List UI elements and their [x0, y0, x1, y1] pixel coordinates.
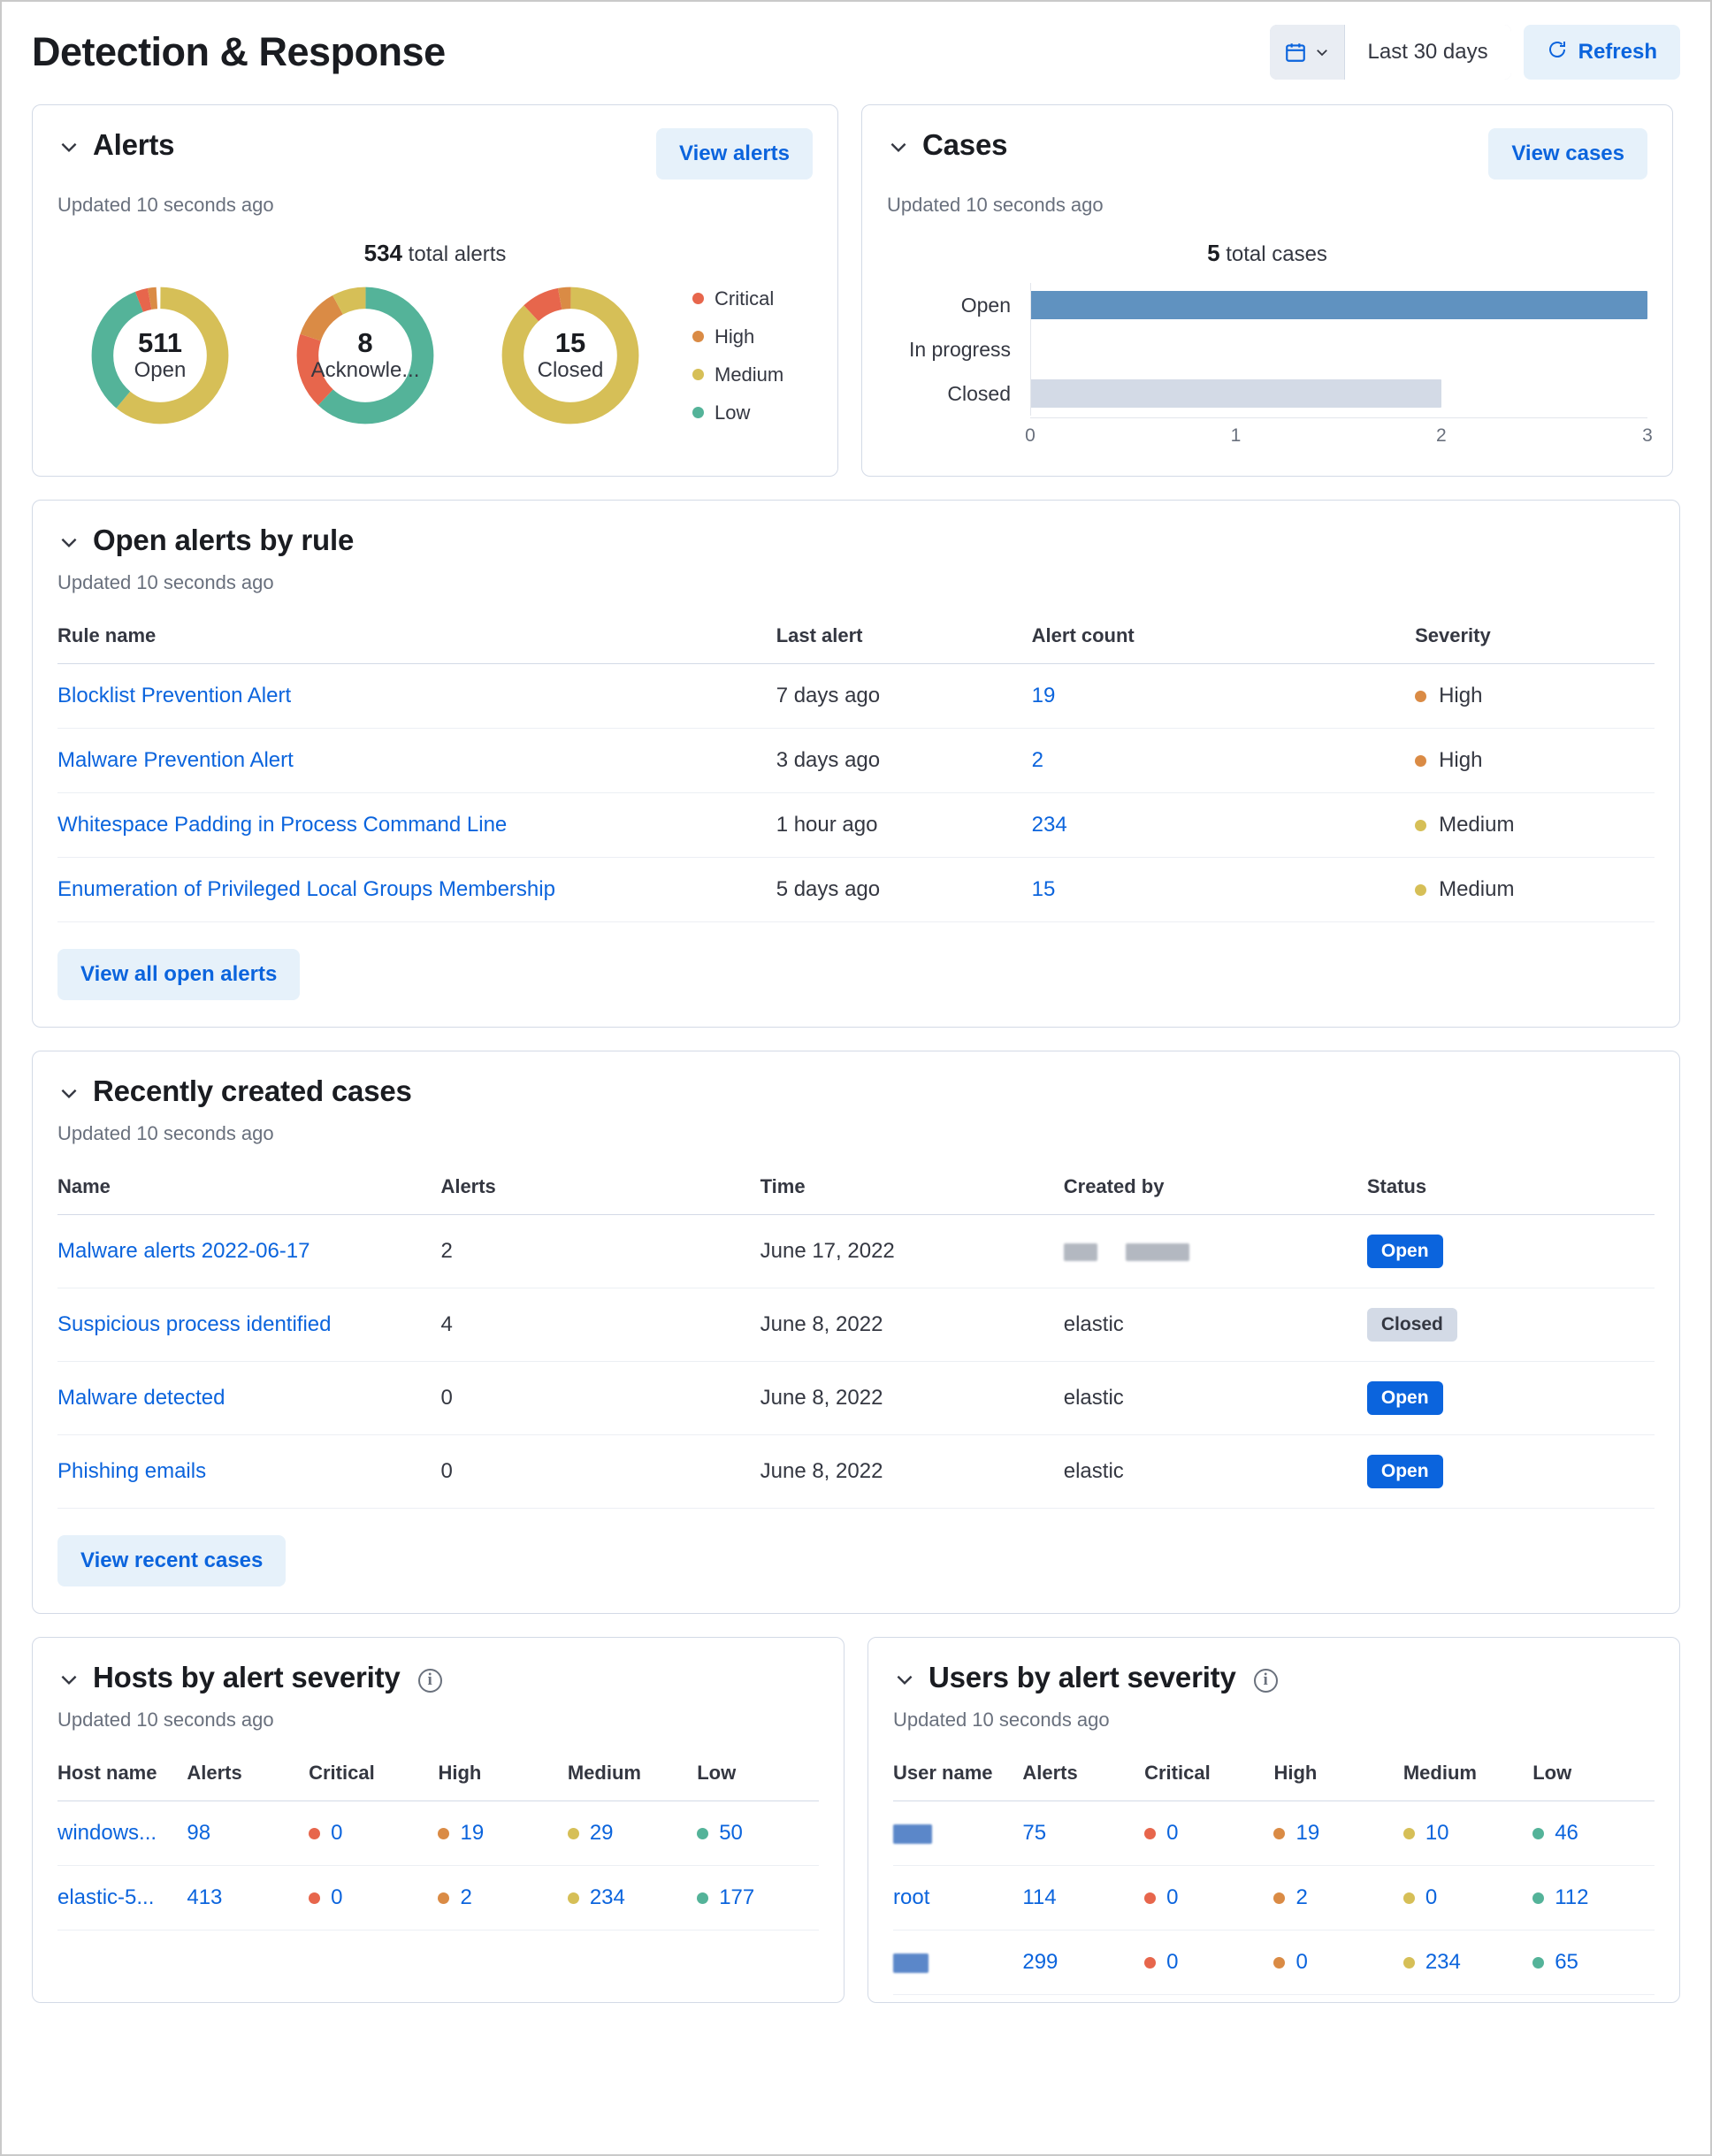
col-user-name: User name — [893, 1753, 1022, 1801]
severity-dot-medium — [1415, 820, 1426, 831]
users-by-severity-panel — [867, 1637, 1680, 2003]
host-low-cell — [697, 1885, 819, 1910]
value-link[interactable]: 19 — [460, 1821, 485, 1845]
severity-cell — [1415, 813, 1655, 837]
host-medium-cell — [568, 1885, 697, 1910]
bar-open — [1030, 291, 1647, 319]
case-alerts-cell: 4 — [440, 1288, 760, 1362]
value-link[interactable]: 10 — [1425, 1821, 1449, 1845]
bar-label: Open — [960, 293, 1011, 317]
user-alerts-link[interactable]: 299 — [1022, 1950, 1059, 1974]
cases-total-count: 5 — [1207, 240, 1220, 266]
date-range-value[interactable]: Last 30 days — [1345, 25, 1511, 80]
legend-item-critical — [692, 287, 783, 310]
status-badge: Open — [1367, 1235, 1443, 1268]
case-time-cell: June 17, 2022 — [760, 1215, 1064, 1288]
col-alerts: Alerts — [187, 1753, 309, 1801]
row-hosts-users — [32, 1637, 1680, 2003]
table-row — [57, 1215, 1655, 1288]
open-alerts-title-wrap[interactable] — [57, 524, 1655, 557]
legend-dot-high — [692, 331, 704, 342]
recent-cases-updated-text: Updated 10 seconds ago — [57, 1122, 274, 1144]
donut-label: Closed — [537, 357, 604, 382]
redacted-text — [893, 1824, 932, 1844]
severity-label: Medium — [1439, 877, 1515, 901]
host-alerts-link[interactable]: 98 — [187, 1821, 211, 1845]
user-high-cell — [1273, 1821, 1402, 1846]
host-critical-cell — [309, 1821, 438, 1846]
value-link[interactable]: 0 — [1166, 1950, 1179, 1974]
alerts-legend — [692, 287, 783, 424]
col-critical: Critical — [1144, 1753, 1273, 1801]
view-cases-button[interactable]: View cases — [1488, 128, 1647, 180]
cases-panel-title: Cases — [922, 128, 1008, 161]
severity-dot-medium — [568, 1828, 579, 1839]
donut-chart — [494, 279, 646, 432]
chevron-down-icon[interactable] — [57, 1668, 80, 1691]
user-alerts-link[interactable]: 75 — [1022, 1821, 1047, 1845]
status-badge: Closed — [1367, 1308, 1457, 1342]
redacted-text — [1126, 1243, 1189, 1261]
donut-value: 511 — [137, 327, 182, 359]
col-medium: Medium — [568, 1753, 697, 1801]
chevron-down-icon[interactable] — [57, 1082, 80, 1105]
host-critical-cell — [309, 1885, 438, 1910]
case-name-link[interactable]: Malware alerts 2022-06-17 — [57, 1239, 310, 1263]
donut-acknowledged — [263, 279, 468, 432]
value-link[interactable]: 0 — [331, 1885, 343, 1909]
user-high-cell — [1273, 1885, 1402, 1910]
value-link[interactable]: 177 — [719, 1885, 755, 1909]
donut-value: 8 — [357, 327, 373, 359]
col-low: Low — [697, 1753, 819, 1801]
last-alert-cell: 1 hour ago — [776, 793, 1032, 858]
open-alerts-by-rule-panel — [32, 500, 1680, 1028]
user-critical-cell — [1144, 1950, 1273, 1975]
table-row — [57, 729, 1655, 793]
hosts-by-severity-panel — [32, 1637, 845, 2003]
alerts-total-suffix: total alerts — [408, 242, 507, 266]
bar-row-open — [887, 283, 1647, 327]
recently-created-cases-panel — [32, 1051, 1680, 1614]
row-alerts-cases — [32, 104, 1680, 477]
col-critical: Critical — [309, 1753, 438, 1801]
cases-bar-chart — [887, 283, 1653, 449]
table-row — [57, 1866, 819, 1930]
severity-dot-medium — [1403, 1892, 1415, 1904]
cases-panel — [861, 104, 1673, 477]
table-header-row — [57, 1166, 1655, 1215]
severity-dot-high — [1415, 691, 1426, 702]
legend-label: Medium — [715, 363, 784, 386]
case-created-by-cell: elastic — [1064, 1362, 1367, 1435]
rule-name-link[interactable]: Enumeration of Privileged Local Groups Membership — [57, 877, 555, 901]
severity-dot-critical — [309, 1828, 320, 1839]
chevron-down-icon[interactable] — [887, 135, 910, 158]
alerts-donut-group — [57, 279, 813, 432]
user-medium-cell — [1403, 1950, 1532, 1975]
value-link[interactable]: 234 — [589, 1885, 625, 1909]
host-low-cell — [697, 1821, 819, 1846]
user-name-cell[interactable] — [893, 1801, 1022, 1866]
col-high: High — [438, 1753, 567, 1801]
value-link[interactable]: 65 — [1555, 1950, 1578, 1974]
severity-dot-critical — [1144, 1957, 1156, 1969]
case-time-cell: June 8, 2022 — [760, 1288, 1064, 1362]
col-time: Time — [760, 1166, 1064, 1215]
case-alerts-cell: 0 — [440, 1435, 760, 1509]
legend-dot-low — [692, 407, 704, 418]
bar-label: Closed — [947, 381, 1011, 405]
table-row — [893, 1801, 1655, 1866]
bar-closed — [1030, 379, 1441, 408]
cases-title-wrap[interactable] — [887, 128, 1007, 162]
chevron-down-icon[interactable] — [893, 1668, 916, 1691]
table-row — [57, 1362, 1655, 1435]
table-row — [57, 1288, 1655, 1362]
col-severity: Severity — [1415, 615, 1655, 664]
recent-cases-title-wrap[interactable] — [57, 1074, 1655, 1108]
alert-count-link[interactable]: 19 — [1031, 684, 1056, 707]
severity-label: High — [1439, 684, 1483, 707]
host-medium-cell — [568, 1821, 697, 1846]
alerts-total-count: 534 — [363, 240, 402, 266]
case-created-by-cell: elastic — [1064, 1288, 1367, 1362]
bar-track — [1030, 327, 1647, 371]
cases-x-axis — [1025, 417, 1653, 449]
alert-count-link[interactable]: 15 — [1031, 877, 1056, 901]
table-row — [893, 1866, 1655, 1930]
axis-tick: 0 — [1025, 425, 1036, 446]
severity-dot-high — [1273, 1957, 1285, 1969]
hosts-table — [57, 1753, 819, 1930]
user-low-cell — [1532, 1821, 1655, 1846]
host-name-link[interactable]: windows... — [57, 1821, 157, 1845]
view-recent-cases-button[interactable]: View recent cases — [57, 1535, 286, 1586]
alerts-panel-header — [57, 128, 813, 180]
col-last-alert: Last alert — [776, 615, 1032, 664]
value-link[interactable]: 112 — [1555, 1885, 1589, 1909]
col-status: Status — [1367, 1166, 1655, 1215]
case-name-link[interactable]: Malware detected — [57, 1386, 225, 1410]
hosts-panel-title: Hosts by alert severity — [93, 1661, 401, 1693]
severity-dot-low — [697, 1828, 708, 1839]
bar-row-inprogress — [887, 327, 1647, 371]
severity-dot-high — [1273, 1828, 1285, 1839]
alerts-panel — [32, 104, 838, 477]
info-icon[interactable]: i — [1254, 1669, 1278, 1693]
severity-label: High — [1439, 748, 1483, 772]
bar-track — [1030, 371, 1647, 416]
table-row — [57, 858, 1655, 922]
calendar-icon — [1284, 41, 1307, 64]
header-controls — [1270, 25, 1680, 80]
severity-dot-high — [1273, 1892, 1285, 1904]
legend-dot-critical — [692, 293, 704, 304]
col-alerts: Alerts — [1022, 1753, 1144, 1801]
value-link[interactable]: 2 — [1295, 1885, 1308, 1909]
case-time-cell: June 8, 2022 — [760, 1435, 1064, 1509]
donut-center-acknowledged — [289, 279, 441, 432]
value-link[interactable]: 0 — [331, 1821, 343, 1845]
table-row — [57, 1435, 1655, 1509]
cases-panel-header — [887, 128, 1647, 180]
col-host-name: Host name — [57, 1753, 187, 1801]
legend-label: Critical — [715, 287, 775, 310]
chevron-down-icon[interactable] — [57, 135, 80, 158]
severity-cell — [1415, 877, 1655, 902]
value-link[interactable]: 2 — [460, 1885, 472, 1909]
table-row — [57, 664, 1655, 729]
donut-center-closed — [494, 279, 646, 432]
legend-item-low — [692, 401, 783, 424]
last-alert-cell: 7 days ago — [776, 664, 1032, 729]
status-badge: Open — [1367, 1381, 1443, 1415]
hosts-updated-text: Updated 10 seconds ago — [57, 1709, 274, 1731]
alert-count-link[interactable]: 2 — [1031, 748, 1043, 772]
severity-dot-high — [1415, 755, 1426, 767]
col-medium: Medium — [1403, 1753, 1532, 1801]
refresh-button[interactable] — [1524, 25, 1680, 80]
table-header-row — [57, 1753, 819, 1801]
col-alerts: Alerts — [440, 1166, 760, 1215]
user-medium-cell — [1403, 1885, 1532, 1910]
last-alert-cell: 5 days ago — [776, 858, 1032, 922]
refresh-icon — [1547, 39, 1568, 66]
user-name-link[interactable]: root — [893, 1885, 930, 1909]
case-name-link[interactable]: Phishing emails — [57, 1459, 207, 1483]
alerts-panel-title: Alerts — [93, 128, 175, 161]
severity-dot-critical — [1144, 1892, 1156, 1904]
rule-name-link[interactable]: Malware Prevention Alert — [57, 748, 294, 772]
value-link[interactable]: 46 — [1555, 1821, 1578, 1845]
users-panel-title: Users by alert severity — [929, 1661, 1236, 1693]
severity-dot-high — [438, 1892, 449, 1904]
severity-dot-high — [438, 1828, 449, 1839]
host-alerts-link[interactable]: 413 — [187, 1885, 223, 1909]
col-low: Low — [1532, 1753, 1655, 1801]
severity-cell — [1415, 748, 1655, 773]
value-link[interactable]: 0 — [1166, 1885, 1179, 1909]
legend-item-high — [692, 325, 783, 348]
value-link[interactable]: 50 — [719, 1821, 743, 1845]
rule-name-link[interactable]: Whitespace Padding in Process Command Line — [57, 813, 508, 837]
case-created-by-cell — [1064, 1215, 1367, 1288]
donut-chart — [289, 279, 441, 432]
value-link[interactable]: 234 — [1425, 1950, 1461, 1974]
alerts-updated-text: Updated 10 seconds ago — [57, 194, 274, 216]
view-all-open-alerts-button[interactable]: View all open alerts — [57, 949, 300, 1000]
severity-dot-low — [1532, 1892, 1544, 1904]
severity-dot-critical — [309, 1892, 320, 1904]
host-name-link[interactable]: elastic-5... — [57, 1885, 155, 1909]
donut-center-open — [84, 279, 236, 432]
cases-updated-text: Updated 10 seconds ago — [887, 194, 1104, 216]
last-alert-cell: 3 days ago — [776, 729, 1032, 793]
alert-count-link[interactable]: 234 — [1031, 813, 1067, 837]
severity-dot-low — [697, 1892, 708, 1904]
table-row — [57, 793, 1655, 858]
rule-name-link[interactable]: Blocklist Prevention Alert — [57, 684, 292, 707]
severity-dot-critical — [1144, 1828, 1156, 1839]
open-alerts-panel-title: Open alerts by rule — [93, 524, 355, 556]
user-critical-cell — [1144, 1821, 1273, 1846]
table-row — [893, 1930, 1655, 1995]
col-alert-count: Alert count — [1032, 615, 1415, 664]
severity-dot-medium — [568, 1892, 579, 1904]
severity-label: Medium — [1439, 813, 1515, 837]
case-time-cell: June 8, 2022 — [760, 1362, 1064, 1435]
page-header — [32, 25, 1680, 80]
chevron-down-icon[interactable] — [57, 531, 80, 554]
cases-total-suffix: total cases — [1226, 242, 1327, 266]
severity-dot-medium — [1403, 1828, 1415, 1839]
severity-dot-low — [1532, 1957, 1544, 1969]
value-link[interactable]: 0 — [1166, 1821, 1179, 1845]
calendar-icon-button[interactable] — [1270, 25, 1345, 80]
recent-cases-panel-title: Recently created cases — [93, 1074, 412, 1107]
severity-dot-medium — [1403, 1957, 1415, 1969]
donut-open — [57, 279, 263, 432]
legend-item-medium — [692, 363, 783, 386]
axis-tick: 3 — [1642, 425, 1653, 446]
bar-track — [1030, 283, 1647, 327]
cases-total-line — [887, 240, 1647, 267]
open-alerts-updated-text: Updated 10 seconds ago — [57, 571, 274, 593]
table-header-row — [893, 1753, 1655, 1801]
user-high-cell — [1273, 1950, 1402, 1975]
col-name: Name — [57, 1166, 440, 1215]
value-link[interactable]: 0 — [1295, 1950, 1308, 1974]
donut-label: Open — [134, 357, 187, 382]
host-high-cell — [438, 1885, 567, 1910]
value-link[interactable]: 0 — [1425, 1885, 1438, 1909]
donut-chart — [84, 279, 236, 432]
user-name-cell[interactable] — [893, 1930, 1022, 1995]
alerts-total-line — [57, 240, 813, 267]
legend-dot-medium — [692, 369, 704, 380]
legend-label: Low — [715, 401, 751, 424]
severity-dot-medium — [1415, 884, 1426, 896]
users-title-wrap[interactable] — [893, 1661, 1655, 1694]
case-alerts-cell: 2 — [440, 1215, 760, 1288]
user-medium-cell — [1403, 1821, 1532, 1846]
col-rule-name: Rule name — [57, 615, 776, 664]
redacted-text — [893, 1953, 929, 1973]
severity-dot-low — [1532, 1828, 1544, 1839]
status-badge: Open — [1367, 1455, 1443, 1488]
axis-tick: 2 — [1436, 425, 1447, 446]
case-name-link[interactable]: Suspicious process identified — [57, 1312, 332, 1336]
user-low-cell — [1532, 1950, 1655, 1975]
case-created-by-cell: elastic — [1064, 1435, 1367, 1509]
user-critical-cell — [1144, 1885, 1273, 1910]
chevron-down-icon — [1314, 44, 1330, 60]
value-link[interactable]: 29 — [589, 1821, 614, 1845]
case-alerts-cell: 0 — [440, 1362, 760, 1435]
legend-label: High — [715, 325, 755, 348]
host-high-cell — [438, 1821, 567, 1846]
value-link[interactable]: 19 — [1295, 1821, 1320, 1845]
users-table — [893, 1753, 1655, 1995]
table-row — [57, 1801, 819, 1866]
donut-label: Acknowle... — [310, 357, 420, 382]
date-picker[interactable] — [1270, 25, 1511, 80]
severity-cell — [1415, 684, 1655, 708]
col-created-by: Created by — [1064, 1166, 1367, 1215]
bar-row-closed — [887, 371, 1647, 416]
recent-cases-table — [57, 1166, 1655, 1509]
refresh-label: Refresh — [1578, 40, 1657, 64]
user-low-cell — [1532, 1885, 1655, 1910]
info-icon[interactable]: i — [418, 1669, 442, 1693]
user-alerts-link[interactable]: 114 — [1022, 1885, 1057, 1909]
open-alerts-table — [57, 615, 1655, 922]
page-title: Detection & Response — [32, 29, 446, 74]
table-header-row — [57, 615, 1655, 664]
hosts-title-wrap[interactable] — [57, 1661, 819, 1694]
col-high: High — [1273, 1753, 1402, 1801]
users-updated-text: Updated 10 seconds ago — [893, 1709, 1110, 1731]
redacted-text — [1064, 1243, 1097, 1261]
alerts-title-wrap[interactable] — [57, 128, 174, 162]
axis-tick: 1 — [1230, 425, 1242, 446]
bar-label: In progress — [908, 337, 1011, 361]
view-alerts-button[interactable]: View alerts — [656, 128, 813, 180]
donut-closed — [468, 279, 673, 432]
donut-value: 15 — [554, 327, 586, 359]
